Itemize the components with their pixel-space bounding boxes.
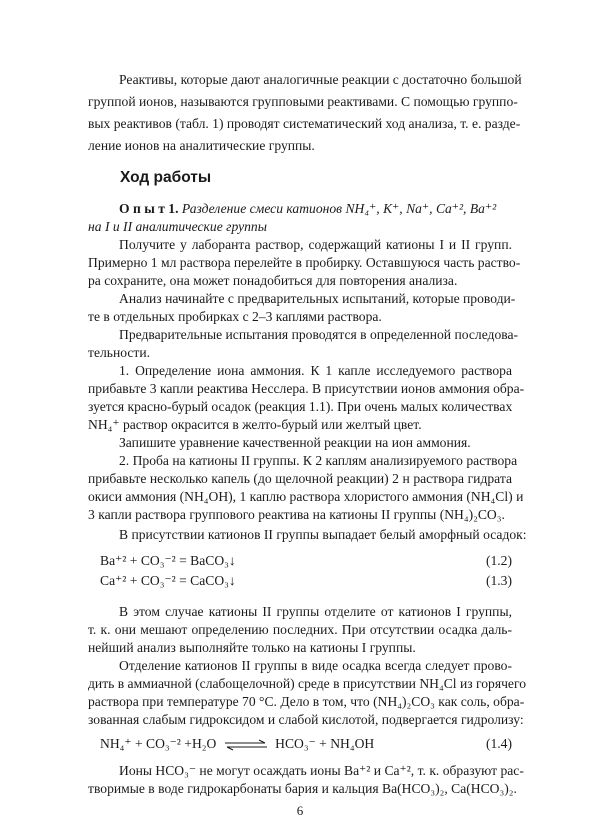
equation-1-2: Ba⁺² + CO₃⁻² = BaCO₃↓ bbox=[100, 553, 236, 568]
text-line: NH₄⁺ раствор окрасится в желто-бурый или желтый цвет. bbox=[88, 417, 422, 432]
text-line: окиси аммония (NH₄OH), 1 каплю раствора хлористого аммония (NH₄Cl) и bbox=[88, 489, 524, 504]
text-line: те в отдельных пробирках с 2–3 каплями раствора. bbox=[88, 309, 382, 324]
equation-number: (1.2) bbox=[485, 553, 512, 568]
equation-1-3: Ca⁺² + CO₃⁻² = CaCO₃↓ bbox=[100, 573, 236, 588]
text-line: Предварительные испытания проводятся в определенной последова- bbox=[119, 327, 519, 342]
text-line: прибавьте несколько капель (до щелочной реакции) 2 н раствора гидрата bbox=[88, 471, 512, 486]
equation-1-4: NH₄⁺ + CO₃⁻² +H₂O HCO₃⁻ + NH₄OH bbox=[100, 736, 375, 751]
section-title: Ход работы bbox=[120, 169, 212, 186]
text-line: тельности. bbox=[88, 345, 151, 360]
text-line: зуется красно-бурый осадок (реакция 1.1). При очень малых количествах bbox=[88, 399, 513, 414]
text-line: нейший анализ выполняйте только на катионы I группы. bbox=[88, 640, 416, 655]
text-line: группой ионов, называются групповыми реактивами. С помощью группо- bbox=[88, 94, 518, 109]
text-line: Реактивы, которые дают аналогичные реакции с достаточно большой bbox=[119, 72, 522, 87]
text-line: Анализ начинайте с предварительных испытаний, которые проводи- bbox=[119, 291, 516, 306]
text-line: раствора при температуре 70 °C. Дело в том, что (NH₄)₂CO₃ как соль, обра- bbox=[88, 694, 525, 709]
equilibrium-arrows-icon bbox=[223, 739, 269, 751]
text-line: т. к. они мешают определению последних. При отсутствии осадка даль- bbox=[88, 622, 512, 637]
experiment-subtitle: на I и II аналитические группы bbox=[88, 219, 267, 234]
experiment-title bbox=[119, 200, 543, 218]
text-line: ление ионов на аналитические группы. bbox=[88, 138, 315, 153]
equation-number: (1.4) bbox=[485, 736, 512, 751]
text-line: дить в аммиачной (слабощелочной) среде в присутствии NH₄Cl из горячего bbox=[88, 676, 526, 691]
text-line: Отделение катионов II группы в виде осадка всегда следует прово- bbox=[119, 658, 512, 673]
equation-number: (1.3) bbox=[485, 573, 512, 588]
text-line: вых реактивов (табл. 1) проводят систематический ход анализа, т. е. разде- bbox=[88, 116, 521, 131]
experiment-label: О п ы т 1. bbox=[119, 201, 179, 216]
experiment-title-line1: Разделение смеси катионов NH₄⁺, K⁺, Na⁺, Ca⁺², Ba⁺² bbox=[181, 201, 497, 216]
text-line: творимые в воде гидрокарбонаты бария и кальция Ba(HCO₃)₂, Ca(HCO₃)₂. bbox=[88, 781, 517, 796]
text-line: Примерно 1 мл раствора перелейте в пробирку. Оставшуюся часть раство- bbox=[88, 255, 521, 270]
text-line: 3 капли раствора группового реактива на катионы II группы (NH₄)₂CO₃. bbox=[88, 507, 505, 522]
text-line: Получите у лаборанта раствор, содержащий катионы I и II групп. bbox=[119, 237, 512, 252]
text-line: Запишите уравнение качественной реакции на ион аммония. bbox=[119, 435, 471, 450]
text-line: Ионы HCO₃⁻ не могут осаждать ионы Ba⁺² и Ca⁺², т. к. образуют рас- bbox=[119, 763, 524, 778]
text-line: ра сохраните, она может понадобиться для повторения анализа. bbox=[88, 273, 458, 288]
text-line: В присутствии катионов II группы выпадает белый аморфный осадок: bbox=[119, 527, 527, 542]
text-line: зованная слабым гидроксидом и слабой кислотой, подвергается гидролизу: bbox=[88, 712, 524, 727]
text-line: 1. Определение иона аммония. К 1 капле исследуемого раствора bbox=[119, 363, 512, 378]
text-line: В этом случае катионы II группы отделите от катионов I группы, bbox=[119, 604, 512, 619]
text-line: 2. Проба на катионы II группы. К 2 каплям анализируемого раствора bbox=[119, 453, 518, 468]
page-number: 6 bbox=[296, 803, 304, 818]
text-line: прибавьте 3 капли реактива Несслера. В присутствии ионов аммония обра- bbox=[88, 381, 525, 396]
